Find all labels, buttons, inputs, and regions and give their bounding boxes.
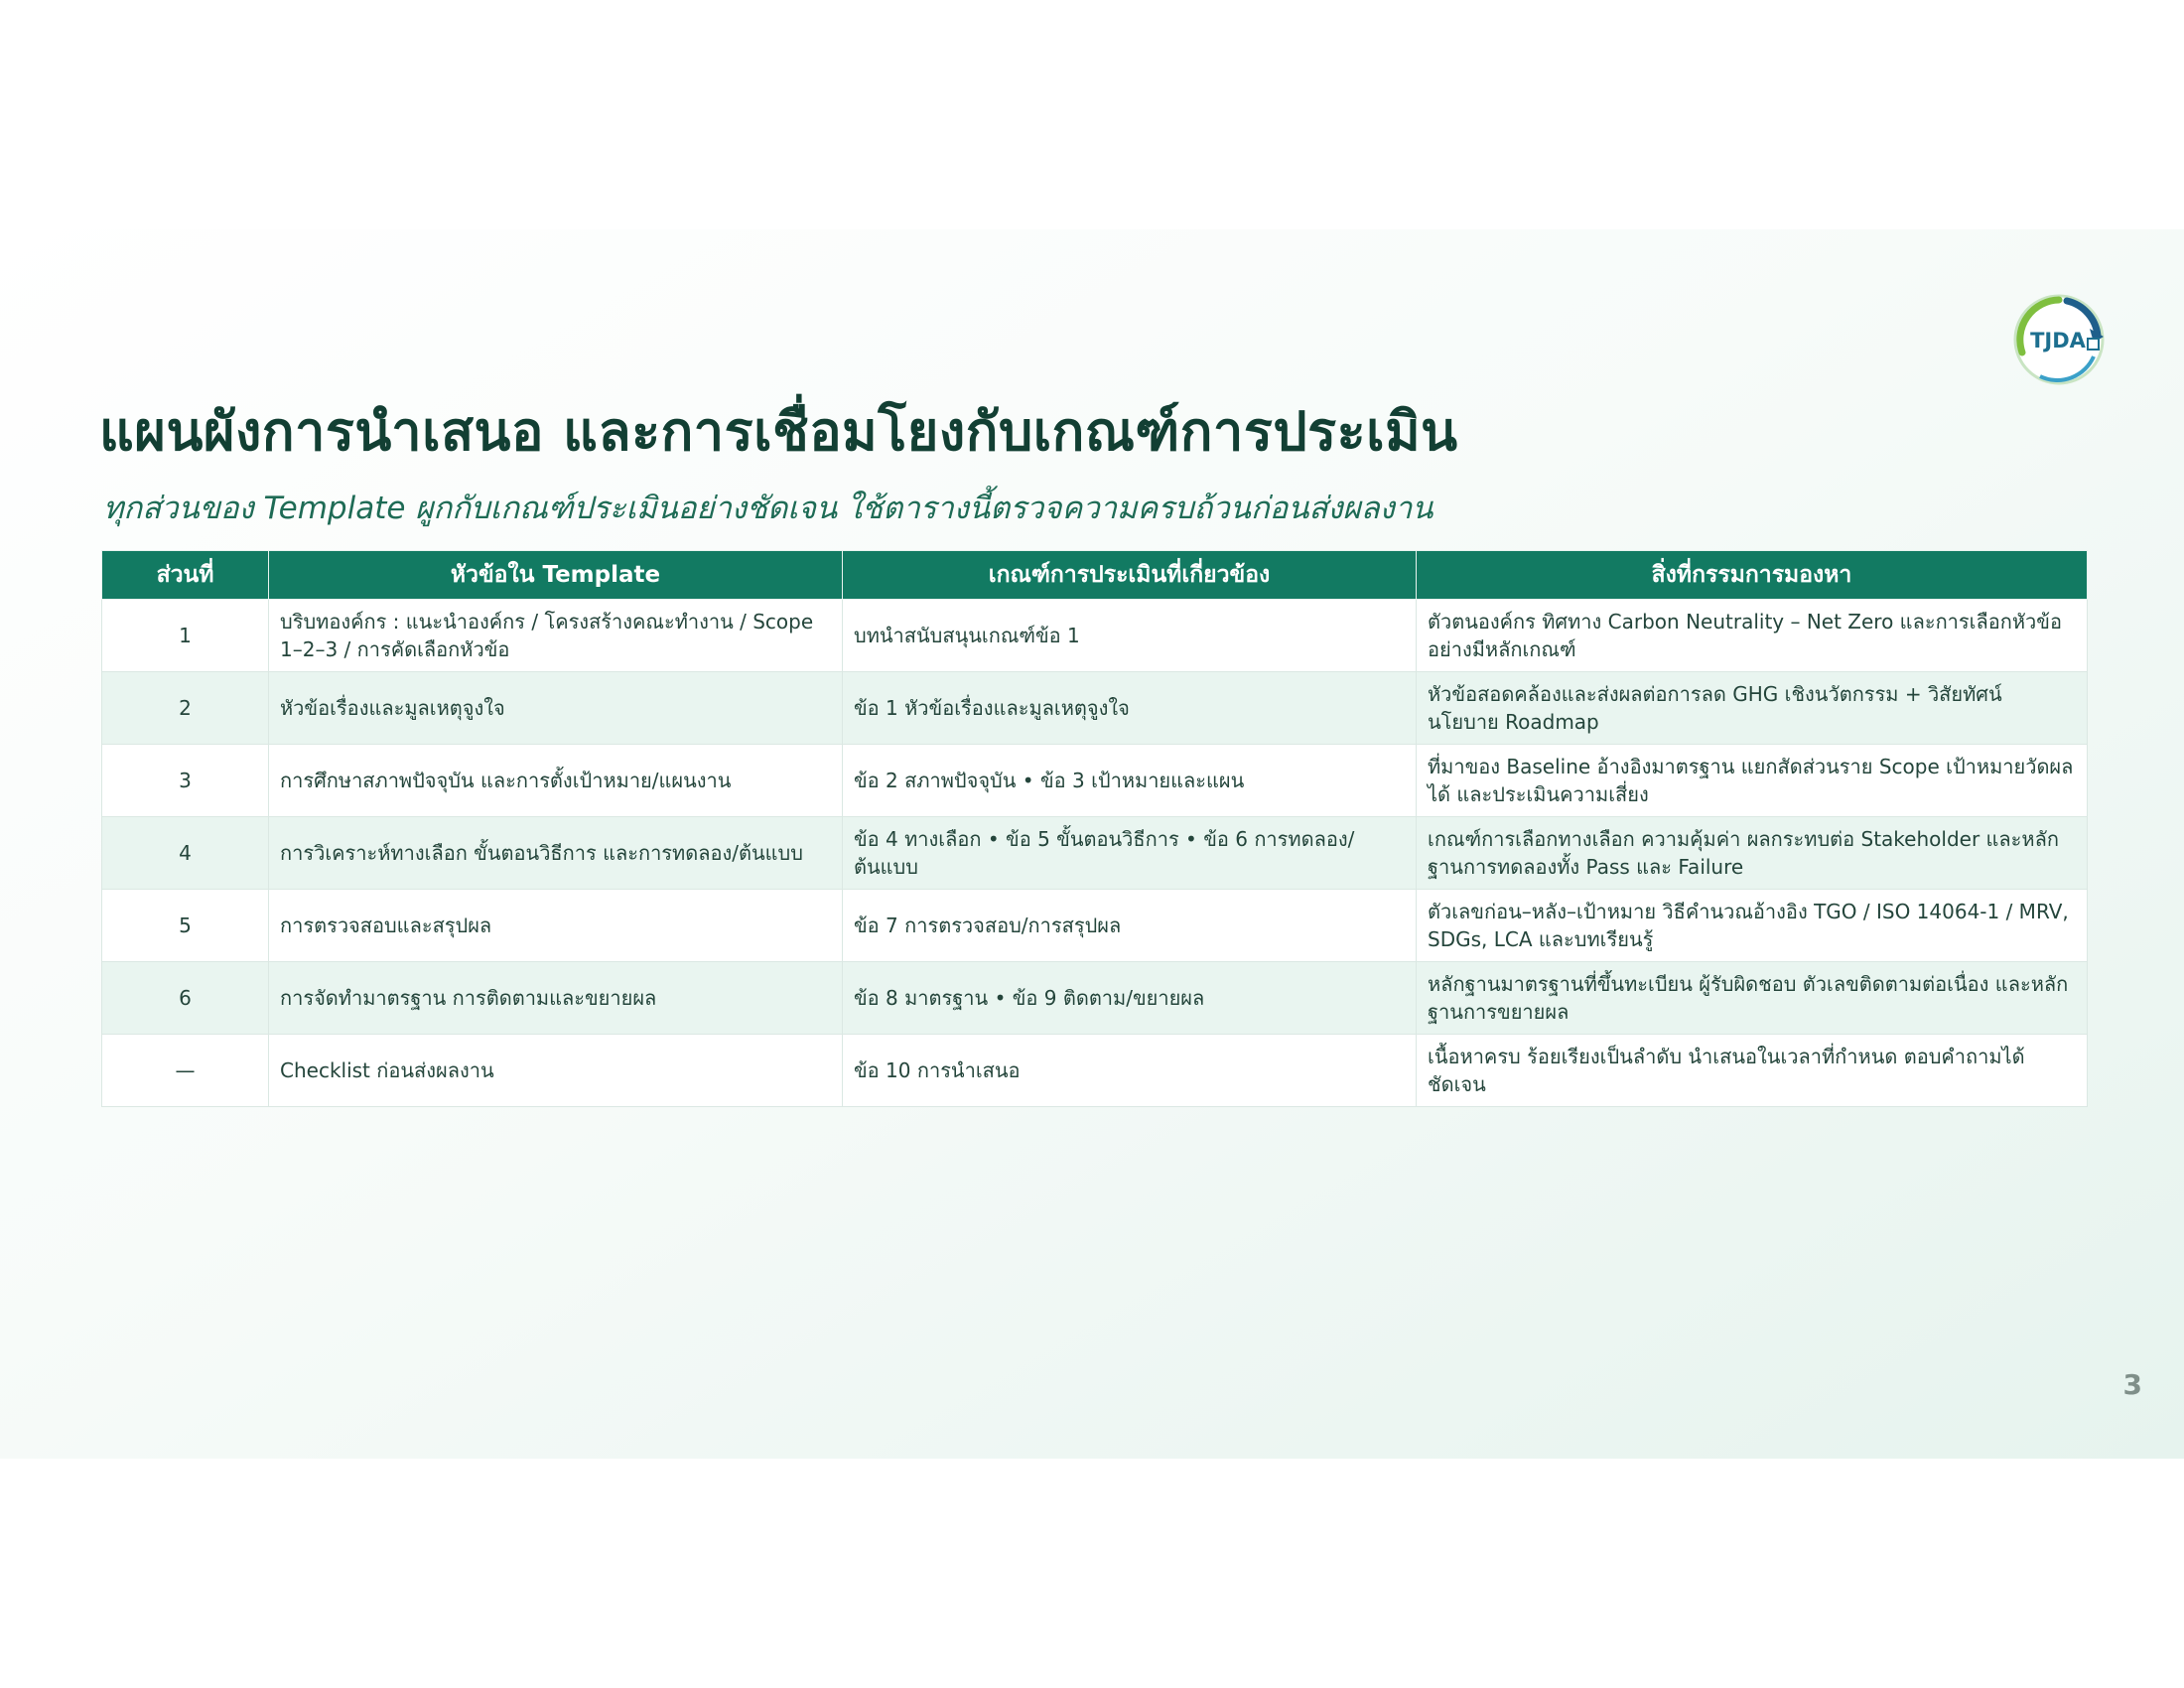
logo-text: TJDA <box>2030 329 2086 352</box>
cell-template-topic: การตรวจสอบและสรุปผล <box>269 890 843 962</box>
cell-judges-look-for: ตัวตนองค์กร ทิศทาง Carbon Neutrality – Net Zero และการเลือกหัวข้ออย่างมีหลักเกณฑ์ <box>1417 600 2088 672</box>
column-header-section: ส่วนที่ <box>102 551 269 600</box>
cell-judges-look-for: หัวข้อสอดคล้องและส่งผลต่อการลด GHG เชิงนวัตกรรม + วิสัยทัศน์ นโยบาย Roadmap <box>1417 672 2088 745</box>
column-header-criteria: เกณฑ์การประเมินที่เกี่ยวข้อง <box>843 551 1417 600</box>
table-row <box>102 600 2088 672</box>
cell-judges-look-for: ตัวเลขก่อน–หลัง–เป้าหมาย วิธีคำนวณอ้างอิง TGO / ISO 14064-1 / MRV, SDGs, LCA และบทเรียนรู้ <box>1417 890 2088 962</box>
page-title: แผนผังการนำเสนอ และการเชื่อมโยงกับเกณฑ์การประเมิน <box>99 400 1458 463</box>
slide <box>0 229 2184 1459</box>
cell-section: 4 <box>102 817 269 890</box>
table-row <box>102 890 2088 962</box>
cell-template-topic: บริบทองค์กร : แนะนำองค์กร / โครงสร้างคณะทำงาน / Scope 1–2–3 / การคัดเลือกหัวข้อ <box>269 600 843 672</box>
page-number: 3 <box>2122 1368 2142 1401</box>
cell-criteria: ข้อ 2 สภาพปัจจุบัน • ข้อ 3 เป้าหมายและแผน <box>843 745 1417 817</box>
cell-judges-look-for: เกณฑ์การเลือกทางเลือก ความคุ้มค่า ผลกระทบต่อ Stakeholder และหลักฐานการทดลองทั้ง Pass และ Failure <box>1417 817 2088 890</box>
tjda-logo <box>2010 291 2108 388</box>
cell-template-topic: Checklist ก่อนส่งผลงาน <box>269 1035 843 1107</box>
cell-template-topic: การวิเคราะห์ทางเลือก ขั้นตอนวิธีการ และการทดลอง/ต้นแบบ <box>269 817 843 890</box>
table-row <box>102 1035 2088 1107</box>
page-subtitle: ทุกส่วนของ Template ผูกกับเกณฑ์ประเมินอย่างชัดเจน ใช้ตารางนี้ตรวจความครบถ้วนก่อนส่งผลงาน <box>103 491 1433 526</box>
cell-judges-look-for: หลักฐานมาตรฐานที่ขึ้นทะเบียน ผู้รับผิดชอบ ตัวเลขติดตามต่อเนื่อง และหลักฐานการขยายผล <box>1417 962 2088 1035</box>
table-row <box>102 672 2088 745</box>
cell-section: 3 <box>102 745 269 817</box>
cell-template-topic: การจัดทำมาตรฐาน การติดตามและขยายผล <box>269 962 843 1035</box>
table-header-row <box>102 551 2088 600</box>
cell-criteria: ข้อ 8 มาตรฐาน • ข้อ 9 ติดตาม/ขยายผล <box>843 962 1417 1035</box>
cell-template-topic: หัวข้อเรื่องและมูลเหตุจูงใจ <box>269 672 843 745</box>
cell-criteria: ข้อ 4 ทางเลือก • ข้อ 5 ขั้นตอนวิธีการ • ข้อ 6 การทดลอง/ต้นแบบ <box>843 817 1417 890</box>
cell-section: 1 <box>102 600 269 672</box>
table-row <box>102 962 2088 1035</box>
column-header-template-topic: หัวข้อใน Template <box>269 551 843 600</box>
cell-criteria: ข้อ 10 การนำเสนอ <box>843 1035 1417 1107</box>
cell-criteria: ข้อ 1 หัวข้อเรื่องและมูลเหตุจูงใจ <box>843 672 1417 745</box>
cell-section: 6 <box>102 962 269 1035</box>
cell-judges-look-for: ที่มาของ Baseline อ้างอิงมาตรฐาน แยกสัดส่วนราย Scope เป้าหมายวัดผลได้ และประเมินความเสี่ยง <box>1417 745 2088 817</box>
cell-section: — <box>102 1035 269 1107</box>
cell-criteria: บทนำสนับสนุนเกณฑ์ข้อ 1 <box>843 600 1417 672</box>
criteria-mapping-table <box>101 550 2088 1107</box>
cell-section: 2 <box>102 672 269 745</box>
cell-criteria: ข้อ 7 การตรวจสอบ/การสรุปผล <box>843 890 1417 962</box>
table-row <box>102 817 2088 890</box>
column-header-judges-look-for: สิ่งที่กรรมการมองหา <box>1417 551 2088 600</box>
cell-section: 5 <box>102 890 269 962</box>
cell-judges-look-for: เนื้อหาครบ ร้อยเรียงเป็นลำดับ นำเสนอในเวลาที่กำหนด ตอบคำถามได้ชัดเจน <box>1417 1035 2088 1107</box>
cell-template-topic: การศึกษาสภาพปัจจุบัน และการตั้งเป้าหมาย/แผนงาน <box>269 745 843 817</box>
table-row <box>102 745 2088 817</box>
